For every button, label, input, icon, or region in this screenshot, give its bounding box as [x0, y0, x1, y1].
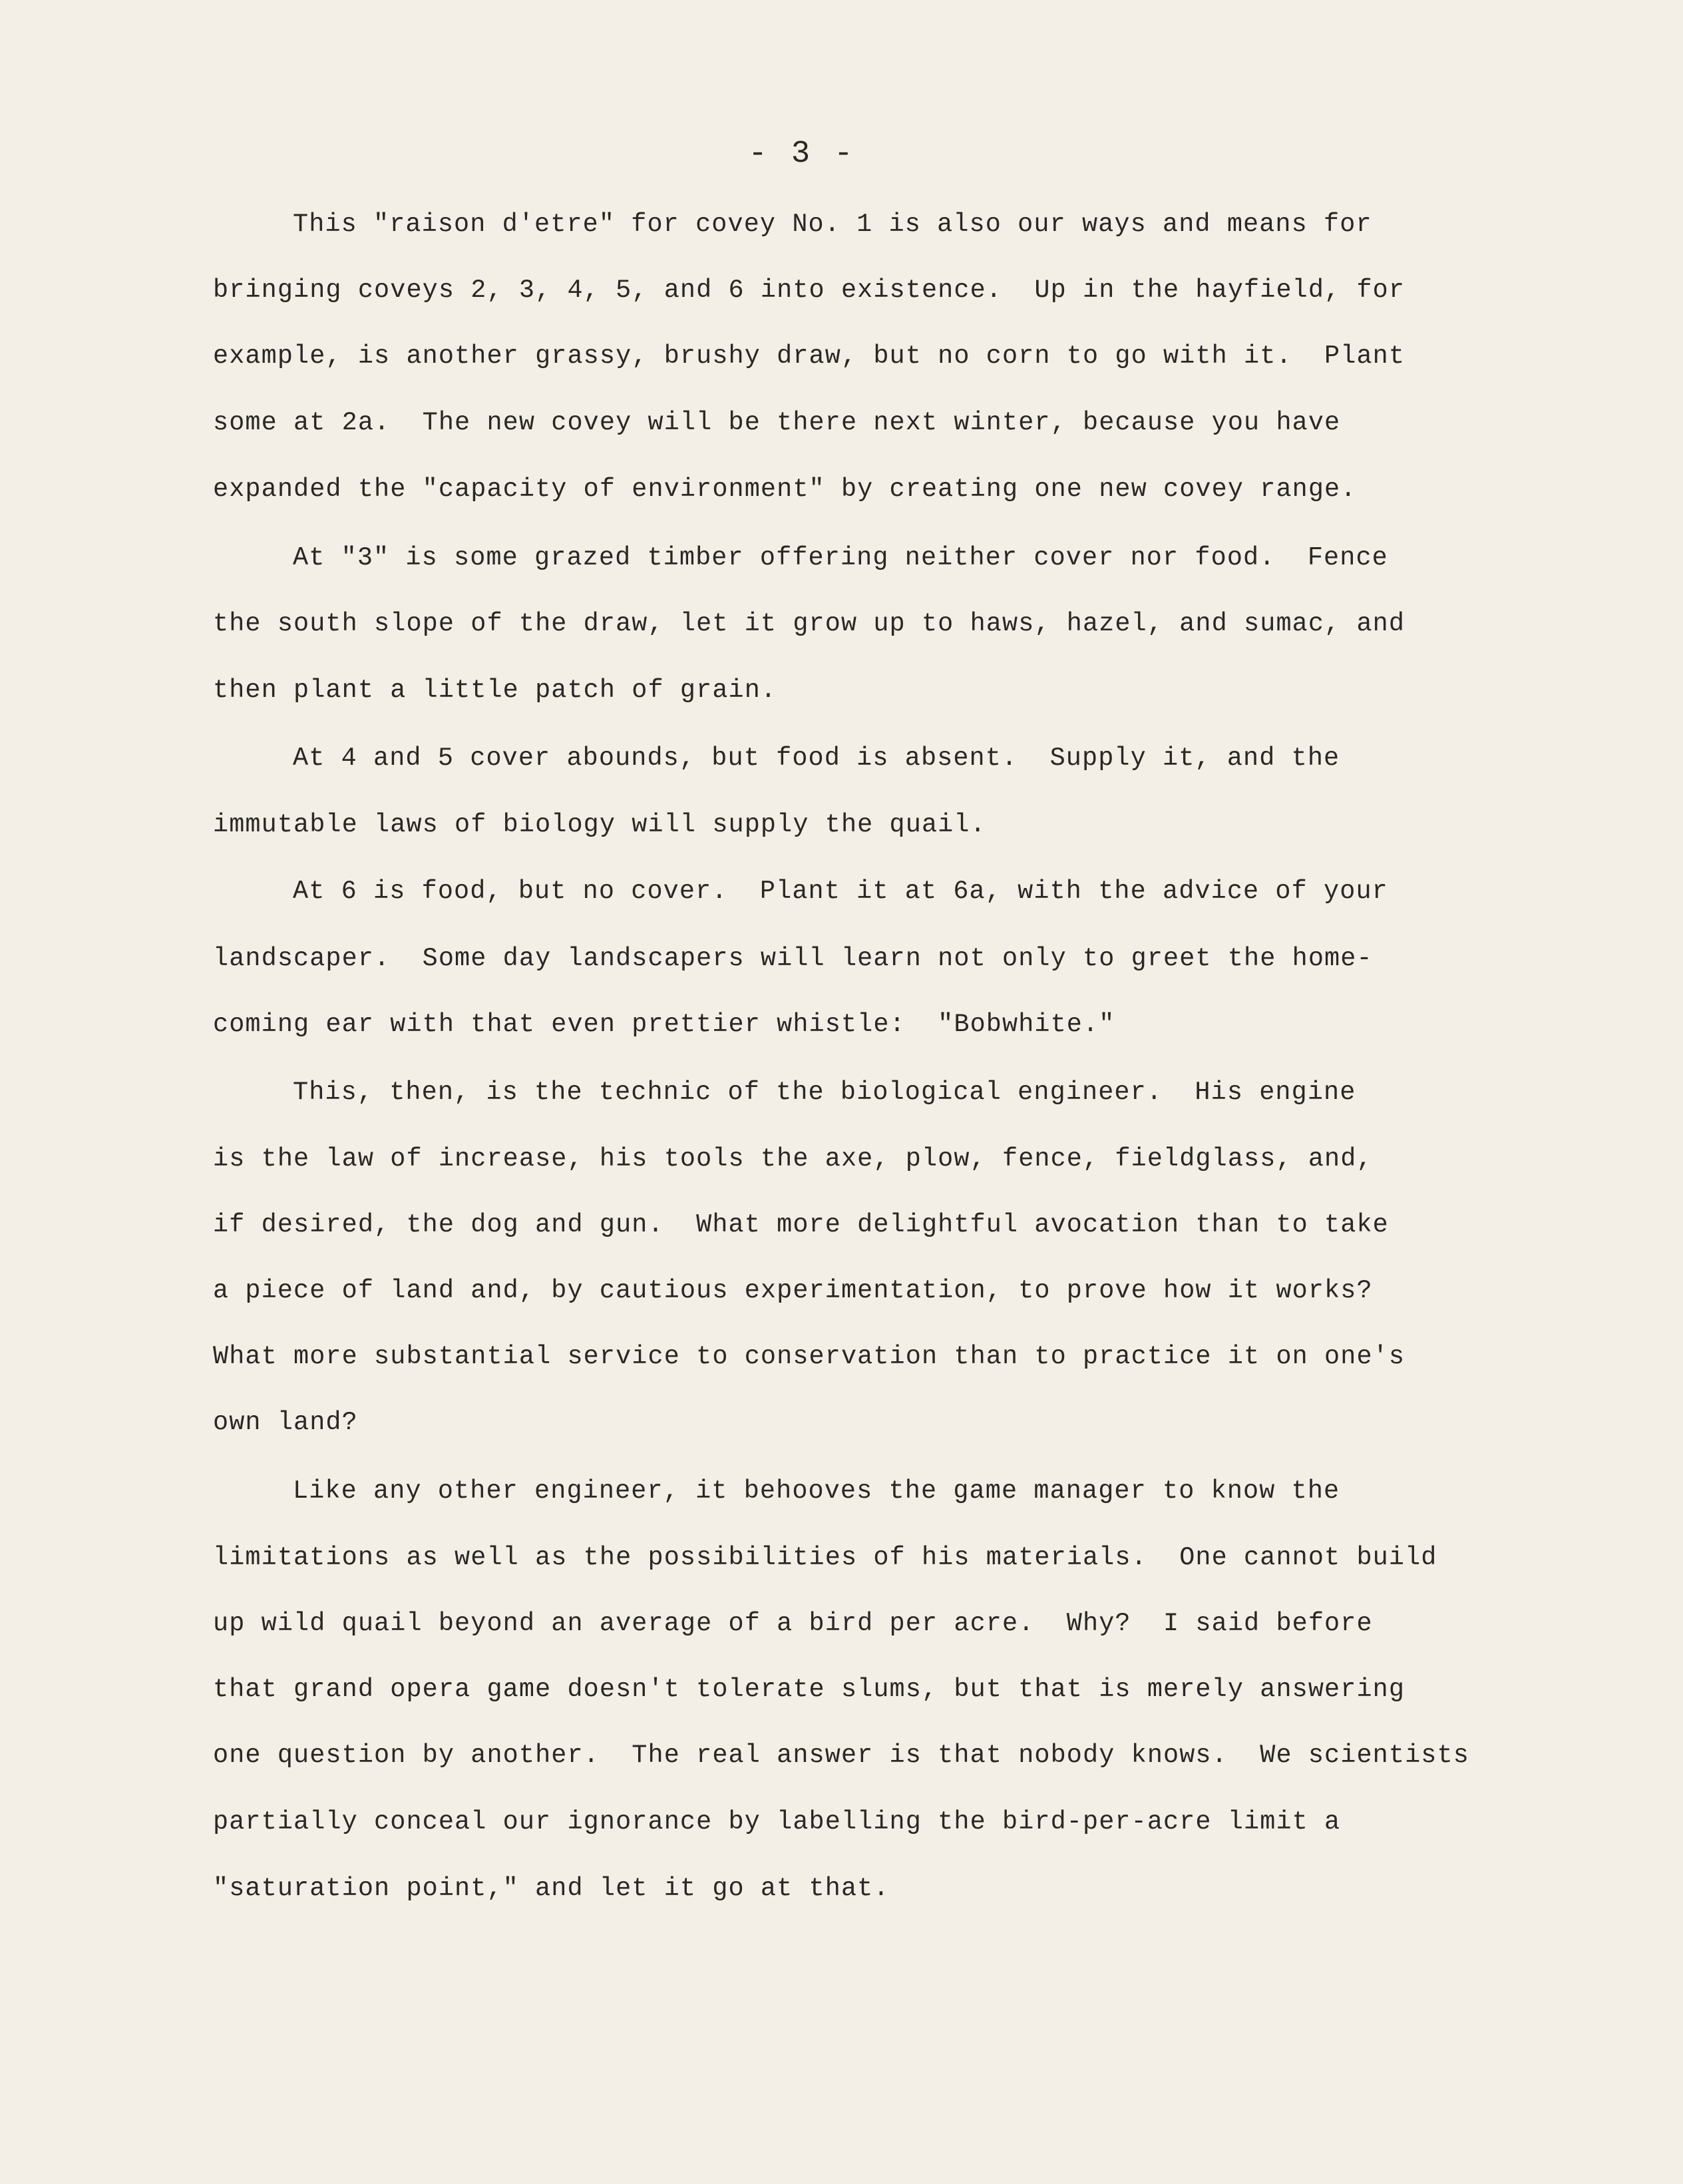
text-line: At 6 is food, but no cover. Plant it at 6a, with the advice of your [293, 877, 1388, 906]
text-line: partially conceal our ignorance by labelling the bird-per-acre limit a [213, 1807, 1341, 1837]
text-line: What more substantial service to conservation than to practice it on one's [213, 1342, 1405, 1371]
text-line: is the law of increase, his tools the axe, plow, fence, fieldglass, and, [213, 1144, 1373, 1174]
text-line: expanded the "capacity of environment" by creating one new covey range. [213, 475, 1357, 504]
text-line: bringing coveys 2, 3, 4, 5, and 6 into existence. Up in the hayfield, for [213, 276, 1405, 305]
text-line: This "raison d'etre" for covey No. 1 is also our ways and means for [293, 210, 1372, 239]
text-line: if desired, the dog and gun. What more delightful avocation than to take [213, 1210, 1389, 1239]
text-line: Like any other engineer, it behooves the game manager to know the [293, 1476, 1340, 1506]
text-line: up wild quail beyond an average of a bird per acre. Why? I said before [213, 1609, 1373, 1638]
text-line: At 4 and 5 cover abounds, but food is absent. Supply it, and the [293, 744, 1340, 773]
text-line: coming ear with that even prettier whistle: "Bobwhite." [213, 1010, 1115, 1039]
text-line: "saturation point," and let it go at that. [213, 1874, 890, 1903]
text-line: limitations as well as the possibilities of his materials. One cannot build [213, 1543, 1437, 1572]
text-line: one question by another. The real answer is that nobody knows. We scientists [213, 1741, 1469, 1770]
text-line: At "3" is some grazed timber offering neither cover nor food. Fence [293, 543, 1388, 572]
text-line: some at 2a. The new covey will be there next winter, because you have [213, 408, 1341, 437]
text-line: example, is another grassy, brushy draw, but no corn to go with it. Plant [213, 341, 1405, 371]
text-line: immutable laws of biology will supply the quail. [213, 810, 986, 839]
text-line: that grand opera game doesn't tolerate slums, but that is merely answering [213, 1675, 1405, 1704]
text-line: landscaper. Some day landscapers will learn not only to greet the home- [213, 944, 1373, 973]
text-line: the south slope of the draw, let it grow up to haws, hazel, and sumac, and [213, 609, 1405, 638]
text-line: then plant a little patch of grain. [213, 676, 777, 705]
text-line: a piece of land and, by cautious experimentation, to prove how it works? [213, 1276, 1373, 1305]
text-line: This, then, is the technic of the biological engineer. His engine [293, 1078, 1356, 1107]
text-line: own land? [213, 1408, 358, 1437]
page-number: - 3 - [748, 136, 856, 172]
